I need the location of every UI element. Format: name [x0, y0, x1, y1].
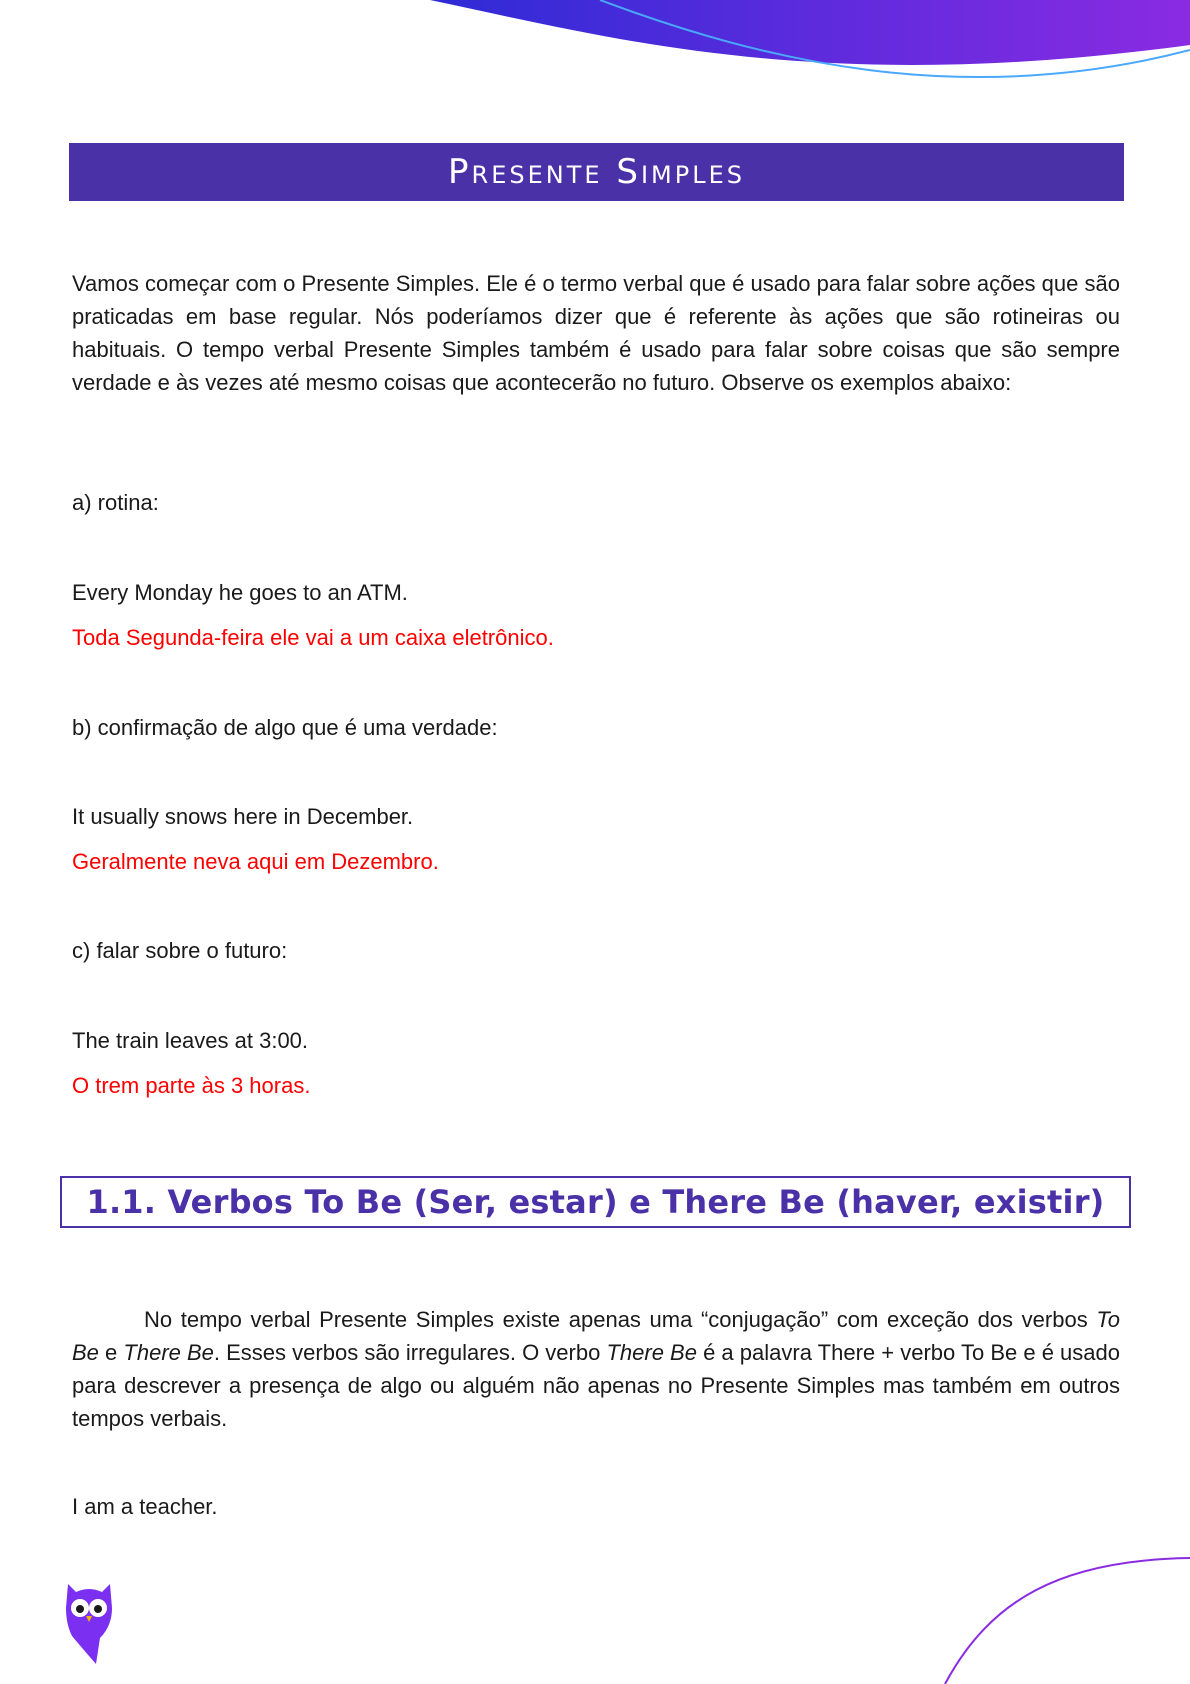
section-heading-box [60, 1176, 1131, 1228]
section-example: I am a teacher. [72, 1494, 218, 1519]
example-translation-c: O trem parte às 3 horas. [72, 1073, 311, 1098]
example-english-a: Every Monday he goes to an ATM. [72, 580, 408, 605]
example-label-b: b) confirmação de algo que é uma verdade: [72, 715, 498, 740]
example-translation-a: Toda Segunda-feira ele vai a um caixa eletrônico. [72, 625, 554, 650]
section-heading: 1.1. Verbos To Be (Ser, estar) e There Be (haver, existir) [86, 1183, 1105, 1221]
owl-logo-icon [62, 1578, 116, 1668]
section-paragraph: No tempo verbal Presente Simples existe apenas uma “conjugação” com exceção dos verbos To Be e There Be. Esses verbos são irregulares. O verbo There Be é a palavra There + verbo To Be e é usado para descrever a presença de algo ou alguém não apenas no Presente Simples mas também em outros tempos verbais. [72, 1307, 1120, 1431]
example-label-a: a) rotina: [72, 490, 159, 515]
example-english-b: It usually snows here in December. [72, 804, 414, 829]
page-title: Presente Simples [448, 152, 745, 192]
header-wave-decoration [0, 0, 1190, 110]
example-english-c: The train leaves at 3:00. [72, 1028, 309, 1053]
intro-paragraph: Vamos começar com o Presente Simples. Ele é o termo verbal que é usado para falar sobre ações que são praticadas em base regular. Nós poderíamos dizer que é referente às ações que são rotineiras ou habituais. O tempo verbal Presente Simples também é usado para falar sobre coisas que são sempre verdade e às vezes até mesmo coisas que acontecerão no futuro. Observe os exemplos abaixo: [72, 271, 1120, 395]
page-title-bar [69, 143, 1124, 201]
example-label-c: c) falar sobre o futuro: [72, 938, 288, 963]
example-translation-b: Geralmente neva aqui em Dezembro. [72, 849, 439, 874]
footer-curve-decoration [0, 1520, 1190, 1684]
